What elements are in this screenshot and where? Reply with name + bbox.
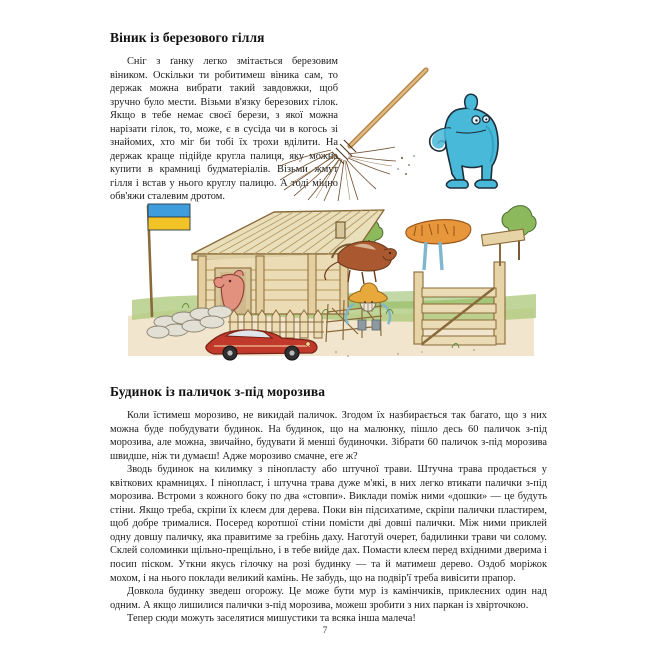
broom-scene-svg xyxy=(280,62,550,202)
paragraph-popsicle-house-2: Зводь будинок на килимку з пінопласту або штучної трави. Штучна трава продається у квіткових крамницях. І пінопласт, і штучна трава дуже м'які, в них легко втикати палички з-під морозива. Встроми з кожного боку по два «стовпи». Виклади поміж ними «дошки» — це будуть стіни. Якщо треба, скріпи їх клеєм для дерева. Поки він підсихатиме, скріпи палички пластирем, щоб добре трималися. Посеред коротшої стіни помісти дві довші палички. Між ними приклей одну довшу паличку, яка правитиме за гребінь даху. Наготуй очерет, бадилинки трави чи солому. Склей соломинки щільно-прещільно, і в тебе вийде дах. Помасти клеєм перед вхідними дверима і посип піском. Уткни якусь гілочку на розі будинку — та й матимеш дерево. Оздоб моріжок мохом, і на нього поклади великий камінь. Не забудь, що на подвір'ї треба вивісити прапор. xyxy=(110,464,547,584)
heading-popsicle-house: Будинок із паличок з-під морозива xyxy=(110,384,326,400)
house-scene-svg xyxy=(122,196,542,361)
blue-creature-icon xyxy=(430,94,498,188)
orange-signpost-icon xyxy=(406,220,471,270)
sweeping-dust-icon xyxy=(397,155,415,175)
paragraph-popsicle-house-1: Коли їстимеш морозиво, не викидай паличок. Згодом їх назбирається так багато, що з них можна буде побудувати будинок. На будинок, що на малюнку, пішло десь 60 паличок з-під морозива, але можна, звичайно, будувати й менші будиночки. Зібрати 60 паличок з-під морозива швидше, ніж ти думаєш! Адже морозиво смачне, еге ж? xyxy=(110,410,547,462)
heading-birch-broom: Віник із березового гілля xyxy=(110,30,265,45)
paragraph-popsicle-house-3: Довкола будинку зведеш огорожу. Це може бути мур із камінчиків, приклеєних один над одним. А якщо лишилися палички з-під морозива, можеш зробити з них паркан із хвірточкою. xyxy=(110,586,547,611)
page-number: 7 xyxy=(322,626,328,636)
article-popsicle-house xyxy=(110,384,547,626)
birch-broom-icon xyxy=(280,70,426,201)
paragraph-birch-broom-1: Сніг з ґанку легко змітається березовим віником. Оскільки ти робитимеш віника сам, то держак можна вибрати такий завдовжки, щоб зручно було мести. Візьми в'язку березових гілок. Якщо в тебе немає своєї берези, з якої можна нарізати гілок, то, може, є в сусіда чи в когось зі знайомих, хто міг би тобі їх трохи вділити. На держак краще підійде кругла палиця, яку можна купити в крамниці будматеріалів. Візьми жмут гілля і встав у нього круглу палицю. А тоді міцно обв'яжи сталевим дротом. xyxy=(110,56,338,203)
illustration-popsicle-house-scene xyxy=(122,196,542,361)
paragraph-popsicle-house-4: Тепер сюди можуть заселятися мишустики та всяка інша малеча! xyxy=(127,613,416,625)
illustration-birch-broom-scene xyxy=(280,62,550,202)
